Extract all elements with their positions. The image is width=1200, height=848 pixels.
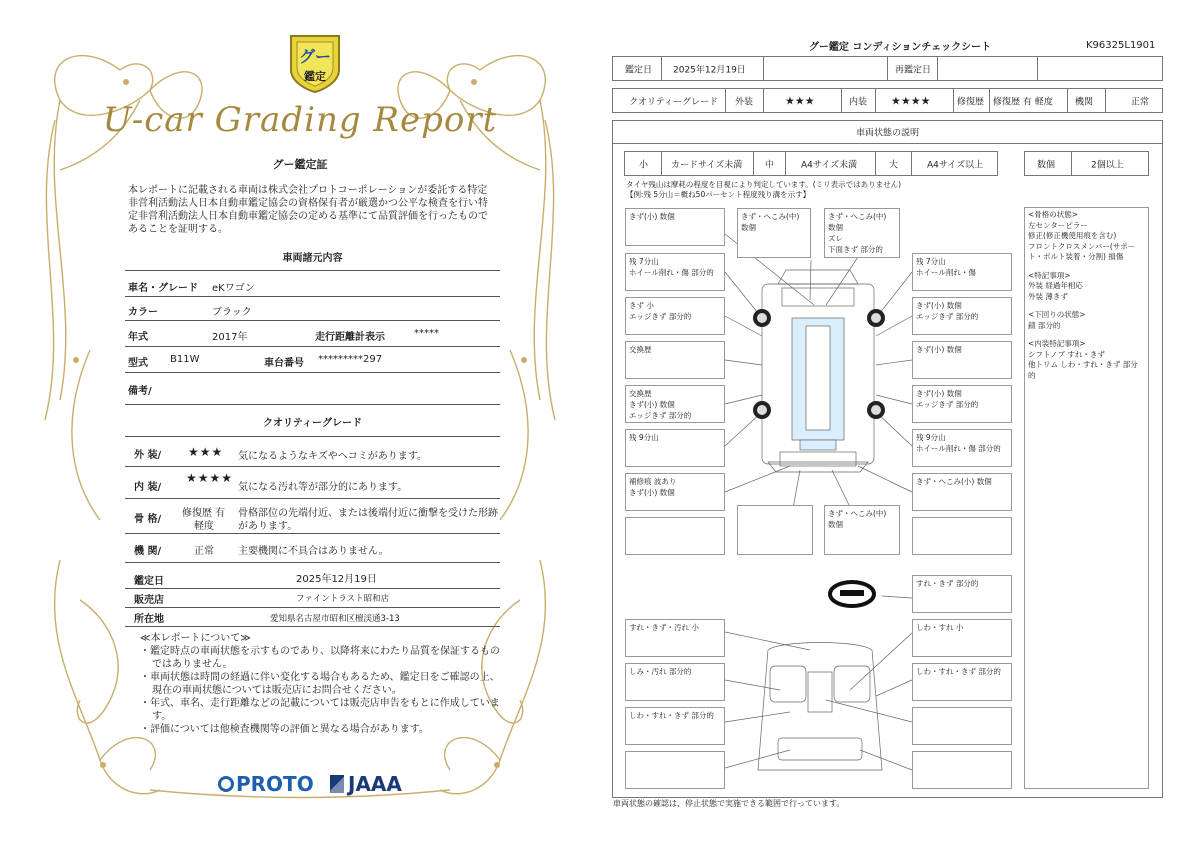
appraisal-shop-label: 販売店	[134, 595, 164, 606]
date-value: 2025年12月19日	[673, 65, 746, 75]
grade-repair-value: 修復歴 有 軽度	[993, 97, 1053, 107]
divider	[125, 346, 500, 347]
proto-logo	[218, 772, 314, 796]
spec-mileage-label: 走行距離計表示	[315, 332, 385, 343]
reappraisal-label: 再鑑定日	[895, 65, 932, 75]
quality-frame-label: 骨 格/	[134, 514, 162, 525]
spec-color-value: ブラック	[212, 307, 252, 318]
tire-note-line: タイヤ残山は摩耗の程度を目視により判定しています。(ミリ表示ではありません)	[626, 180, 902, 189]
spec-chassis-label: 車台番号	[264, 358, 304, 369]
condition-box: きず・へこみ(中) 数個	[737, 208, 811, 258]
legend-count-desc: 2個以上	[1091, 160, 1124, 170]
interior-box: すれ・きず・汚れ 小	[625, 619, 725, 657]
condition-box: きず・へこみ(中) 数個	[824, 505, 900, 555]
note-item: ・車両状態は時間の経過に伴い変化する場合もあるため、鑑定日をご確認の上、現在の車両状態については販売店にお問合せください。	[140, 672, 500, 696]
quality-engine-desc: 主要機関に不具合はありません。	[238, 546, 389, 557]
condition-box: 残 7分山 ホイール削れ・傷	[912, 253, 1012, 291]
quality-engine-label: 機 関/	[134, 546, 162, 557]
grade-ext-value: ★★★	[785, 94, 815, 107]
appraisal-date-value: 2025年12月19日	[296, 574, 377, 585]
note-item: ・鑑定時点の車両状態を示すものであり、以降将来にわたり品質を保証するものではありません。	[140, 646, 500, 670]
condition-box: 交換歴 きず(小) 数個 エッジきず 部分的	[625, 385, 725, 423]
jaaa-logo	[330, 772, 402, 796]
grade-ext-label: 外装	[735, 97, 754, 107]
interior-box: しわ・すれ 小	[912, 619, 1012, 657]
legend-small-desc: カードサイズ未満	[671, 160, 743, 170]
condition-box: きず(小) 数個 エッジきず 部分的	[912, 297, 1012, 335]
condition-box: きず(小) 数個	[625, 208, 725, 246]
certificate-text: 本レポートに記載される車両は株式会社プロトコーポレーションが委託する特定非営利活動法人日本自動車鑑定協会の資格保有者が厳選かつ公平な検査を行い特定非営利活動法人日本自動車鑑定協会の定める基準にて品質評価を行ったものであることを証明する。	[128, 185, 488, 235]
proto-mark-icon	[218, 776, 234, 792]
proto-logo-text: PROTO	[236, 772, 314, 796]
divider	[125, 562, 500, 563]
section-title: 車両状態の説明	[855, 128, 919, 138]
quality-frame-desc-2: があります。	[238, 521, 298, 532]
quality-section-title: クオリティーグレード	[263, 418, 362, 429]
spec-chassis-value: *********297	[318, 354, 383, 365]
divider	[125, 466, 500, 467]
divider	[125, 607, 500, 608]
quality-exterior-stars: ★★★	[188, 445, 224, 459]
spec-name-value: eKワゴン	[212, 283, 255, 294]
tire-note-line: 【例:残 5分山＝概ね50パーセント程度残り溝を示す】	[626, 190, 811, 199]
condition-check-sheet	[600, 0, 1200, 848]
badge-sub-text: 鑑定	[304, 70, 326, 83]
quality-frame-desc-1: 骨格部位の先端付近、または後端付近に衝撃を受けた形跡	[238, 508, 498, 519]
condition-box	[625, 517, 725, 555]
interior-box: しわ・すれ・きず 部分的	[625, 707, 725, 745]
divider	[125, 588, 500, 589]
divider	[125, 270, 500, 271]
grade-int-value: ★★★★	[891, 94, 931, 107]
goo-badge	[283, 30, 347, 94]
jaaa-mark-icon	[330, 775, 344, 793]
sheet-title: グー鑑定 コンディションチェックシート	[808, 42, 992, 53]
spec-section-title: 車両諸元内容	[282, 253, 343, 264]
condition-box: きず(小) 数個 エッジきず 部分的	[912, 385, 1012, 423]
divider	[125, 498, 500, 499]
spec-year-label: 年式	[128, 332, 148, 343]
condition-box	[912, 517, 1012, 555]
quality-interior-label: 内 装/	[134, 482, 162, 493]
legend-mid-desc: A4サイズ未満	[801, 160, 858, 170]
divider	[125, 296, 500, 297]
spec-model-value: B11W	[170, 354, 200, 365]
spec-year-value: 2017年	[212, 332, 248, 343]
grade-engine-label: 機関	[1075, 97, 1094, 107]
certificate-title: グー鑑定証	[272, 158, 328, 171]
sheet-id: K96325L1901	[1086, 40, 1156, 51]
report-notes	[140, 632, 500, 736]
interior-box: しわ・すれ・きず 部分的	[912, 663, 1012, 701]
divider	[125, 626, 500, 627]
quality-frame-value-2: 軽度	[194, 521, 214, 532]
side-notes: <骨格の状態> 左センターピラー 修正(修正機使用痕を含む) フロントクロスメンバー(サポート・ボルト装着・分割) 損傷 <特記事項> 外装 経過年相応 外装 薄きず <下回りの状態> 錆 部分的 <内装特記事項> シフトノブ すれ・きず 他トリム しわ・すれ・きず 部分的	[1024, 207, 1149, 789]
grade-int-label: 内装	[849, 97, 868, 107]
condition-box: 残 7分山 ホイール削れ・傷 部分的	[625, 253, 725, 291]
divider	[125, 436, 500, 437]
quality-engine-value: 正常	[194, 546, 214, 557]
quality-interior-desc: 気になる汚れ等が部分的にあります。	[238, 482, 408, 493]
divider	[125, 372, 500, 373]
interior-box: すれ・きず 部分的	[912, 575, 1012, 613]
quality-frame-value-1: 修復歴 有	[182, 508, 226, 519]
condition-box: 補修痕 波あり きず(小) 数個	[625, 473, 725, 511]
interior-box	[912, 751, 1012, 789]
condition-box: きず(小) 数個	[912, 341, 1012, 379]
footnote: 車両状態の確認は、停止状態で実施できる範囲で行っています。	[613, 799, 845, 808]
legend-small: 小	[639, 160, 649, 170]
steering-wheel-icon	[830, 582, 874, 606]
appraisal-shop-value: ファイントラスト昭和店	[296, 594, 390, 604]
condition-box	[737, 505, 813, 555]
interior-box: しみ・汚れ 部分的	[625, 663, 725, 701]
note-item: ・評価については他検査機関等の評価と異なる場合があります。	[140, 724, 429, 735]
legend-large-desc: A4サイズ以上	[927, 160, 984, 170]
date-label: 鑑定日	[625, 65, 653, 75]
condition-box: 残 9分山 ホイール削れ・傷 部分的	[912, 429, 1012, 467]
appraisal-address-label: 所在地	[134, 614, 164, 625]
divider	[125, 533, 500, 534]
note-item: ・年式、車名、走行距離などの記載については販売店申告をもとに作成しています。	[140, 698, 500, 722]
notes-title: ≪本レポートについて≫	[140, 633, 251, 644]
condition-box: きず・へこみ(中) 数個 ズレ 下面きず 部分的	[824, 208, 900, 258]
badge-logo-text: グー	[298, 47, 331, 66]
interior-box	[625, 751, 725, 789]
report-title: U-car Grading Report	[102, 100, 498, 140]
divider	[125, 320, 500, 321]
condition-box: きず 小 エッジきず 部分的	[625, 297, 725, 335]
spec-color-label: カラー	[128, 307, 158, 318]
spec-model-label: 型式	[128, 358, 148, 369]
jaaa-logo-text: JAAA	[348, 772, 402, 796]
appraisal-address-value: 愛知県名古屋市昭和区檀渓通3-13	[270, 614, 400, 624]
grade-engine-value: 正常	[1131, 97, 1150, 107]
legend-mid: 中	[765, 160, 775, 170]
condition-box: きず・へこみ(小) 数個	[912, 473, 1012, 511]
quality-exterior-desc: 気になるようなキズやヘコミがあります。	[238, 451, 427, 462]
spec-mileage-value: *****	[414, 328, 439, 339]
condition-box: 交換歴	[625, 341, 725, 379]
condition-box: 残 9分山	[625, 429, 725, 467]
spec-name-label: 車名・グレード	[128, 283, 198, 294]
appraisal-date-label: 鑑定日	[134, 576, 164, 587]
quality-exterior-label: 外 装/	[134, 450, 162, 461]
quality-interior-stars: ★★★★	[186, 471, 234, 485]
grade-label: クオリティーグレード	[629, 97, 719, 107]
grade-repair-label: 修復歴	[957, 97, 985, 107]
divider	[125, 404, 500, 405]
interior-box	[912, 707, 1012, 745]
legend-large: 大	[889, 160, 899, 170]
legend-count: 数個	[1037, 160, 1056, 170]
spec-remarks-label: 備考/	[128, 386, 152, 397]
